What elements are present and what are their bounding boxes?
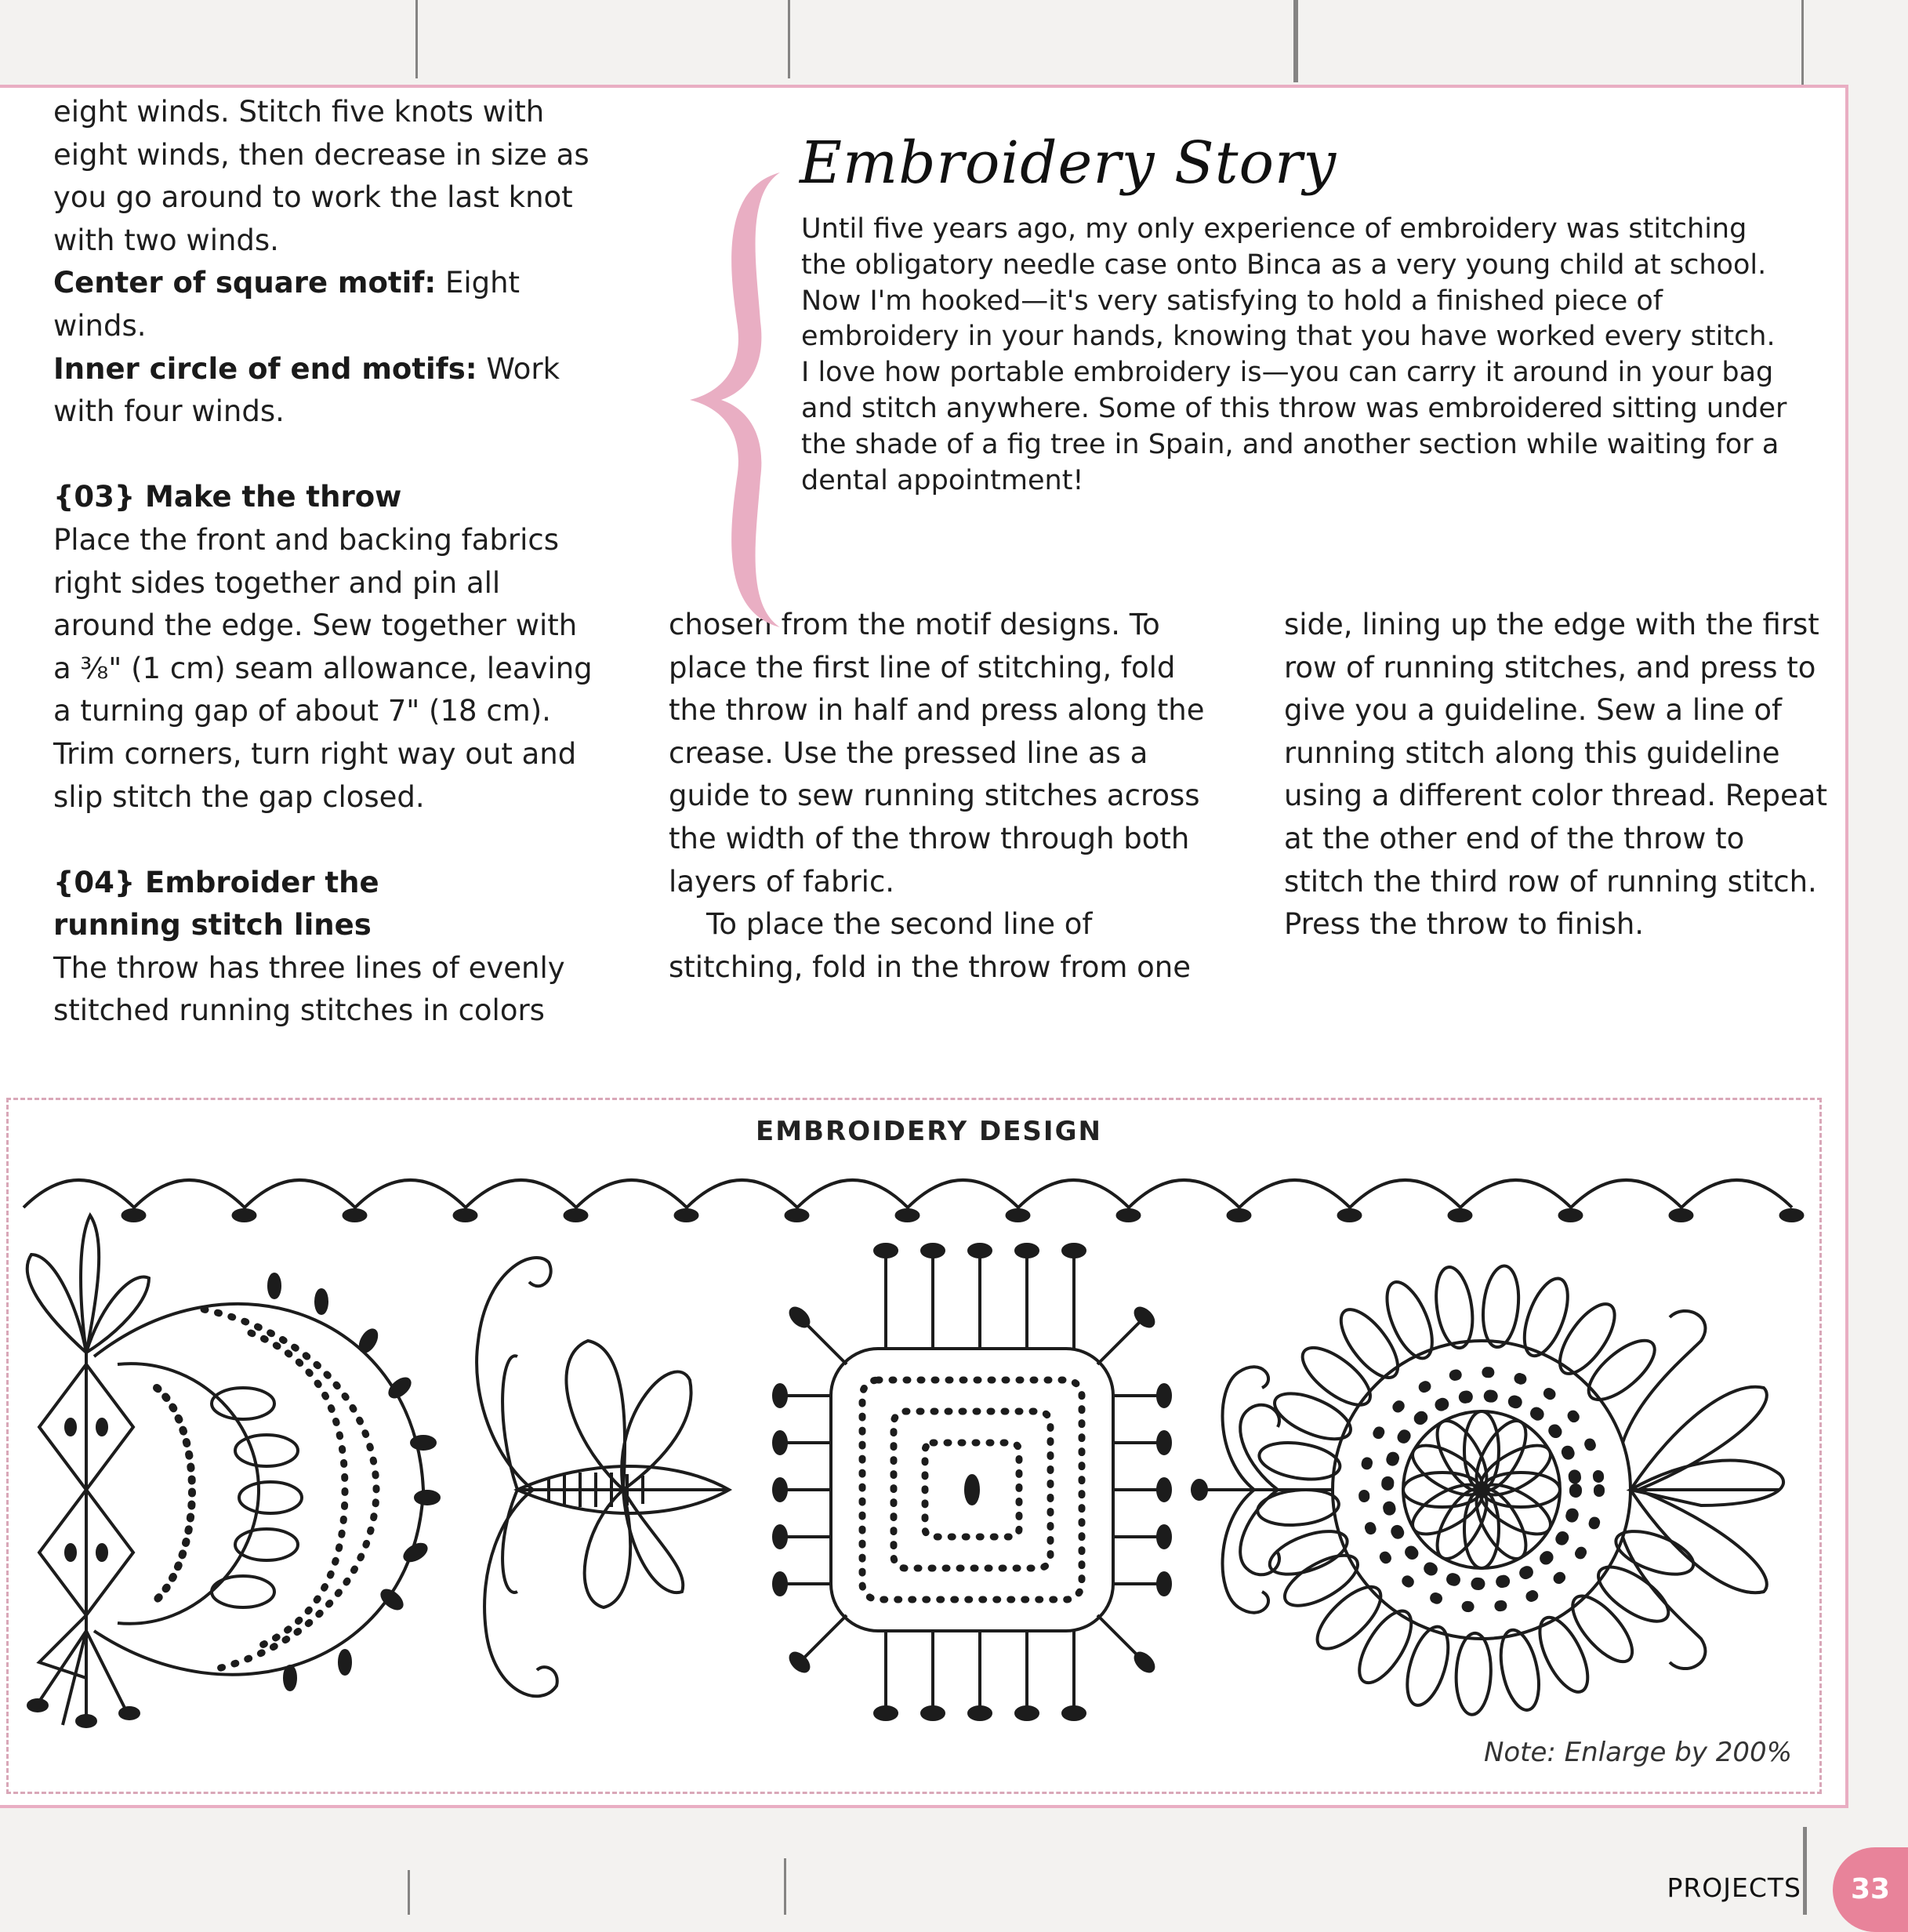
curly-brace-icon: [674, 165, 784, 635]
section-heading: {04} Embroider the running stitch lines: [53, 865, 379, 942]
flower-motif: [1192, 1264, 1783, 1715]
embroidery-motifs: [0, 1160, 1845, 1741]
footer-section-label: PROJECTS: [1667, 1872, 1801, 1903]
background-grain: [415, 0, 418, 78]
paragraph: eight winds. Stitch five knots with eight winds, then decrease in size as you go around to work the last knot with two winds.: [53, 95, 589, 257]
background-grain: [408, 1870, 410, 1915]
story-title: Embroidery Story: [800, 129, 1337, 197]
scallop-border: [24, 1180, 1805, 1222]
story-text: Until five years ago, my only experience of embroidery was stitching the obligatory needle case onto Binca as a very young child at school. Now I'm hooked—it's very satisfying to hold a finished piece of embroidery in your hands, knowing that you have worked every stitch. I love how portable embroidery is—you can carry it around in your bag and stitch anywhere. Some of this throw was embroidered sitting under the shade of a fig tree in Spain, and another section while waiting for a dental appointment!: [801, 213, 1787, 496]
paragraph: [53, 348, 602, 434]
paragraph: To place the second line of stitching, fold in the throw from one: [669, 907, 1191, 984]
background-grain: [788, 0, 790, 78]
paragraph: Place the front and backing fabrics right sides together and pin all around the edge. Sew together with a ⅜" (1 cm) seam allowance, leaving a turning gap of about 7" (18 cm). Trim corners, turn right way out and slip stitch the gap closed.: [53, 522, 593, 814]
page-number: 33: [1833, 1847, 1908, 1932]
label: Center of square motif:: [53, 266, 437, 300]
butterfly-motif: [477, 1258, 729, 1696]
label: Inner circle of end motifs:: [53, 351, 477, 386]
middle-column: [669, 604, 1217, 989]
square-motif: [774, 1244, 1170, 1720]
background-grain: [1293, 0, 1298, 82]
paragraph: The throw has three lines of evenly stitched running stitches in colors: [53, 950, 565, 1028]
paragraph: [53, 262, 602, 347]
paragraph: chosen from the motif designs. To place the first line of stitching, fold the throw in half and press along the crease. Use the pressed line as a guide to sew running stitches across the width of the throw through both layers of fabric.: [669, 608, 1205, 899]
design-note: Note: Enlarge by 200%: [1483, 1737, 1792, 1768]
text: Work with four winds.: [53, 351, 560, 429]
right-column: [1284, 604, 1833, 946]
design-title: EMBROIDERY DESIGN: [756, 1116, 1102, 1147]
background-grain: [1803, 1827, 1807, 1915]
background-grain: [784, 1858, 786, 1915]
left-column: [53, 91, 602, 1033]
paragraph: side, lining up the edge with the first row of running stitches, and press to give you a guideline. Sew a line of running stitch along this guideline using a different color thread. Repeat at the other end of the throw to stitch the third row of running stitch. Press the throw to finish.: [1284, 608, 1827, 942]
background-grain: [1801, 0, 1804, 85]
section-heading: {03} Make the throw: [53, 480, 402, 514]
end-motif-left: [27, 1215, 439, 1727]
text: Eight winds.: [53, 266, 521, 343]
